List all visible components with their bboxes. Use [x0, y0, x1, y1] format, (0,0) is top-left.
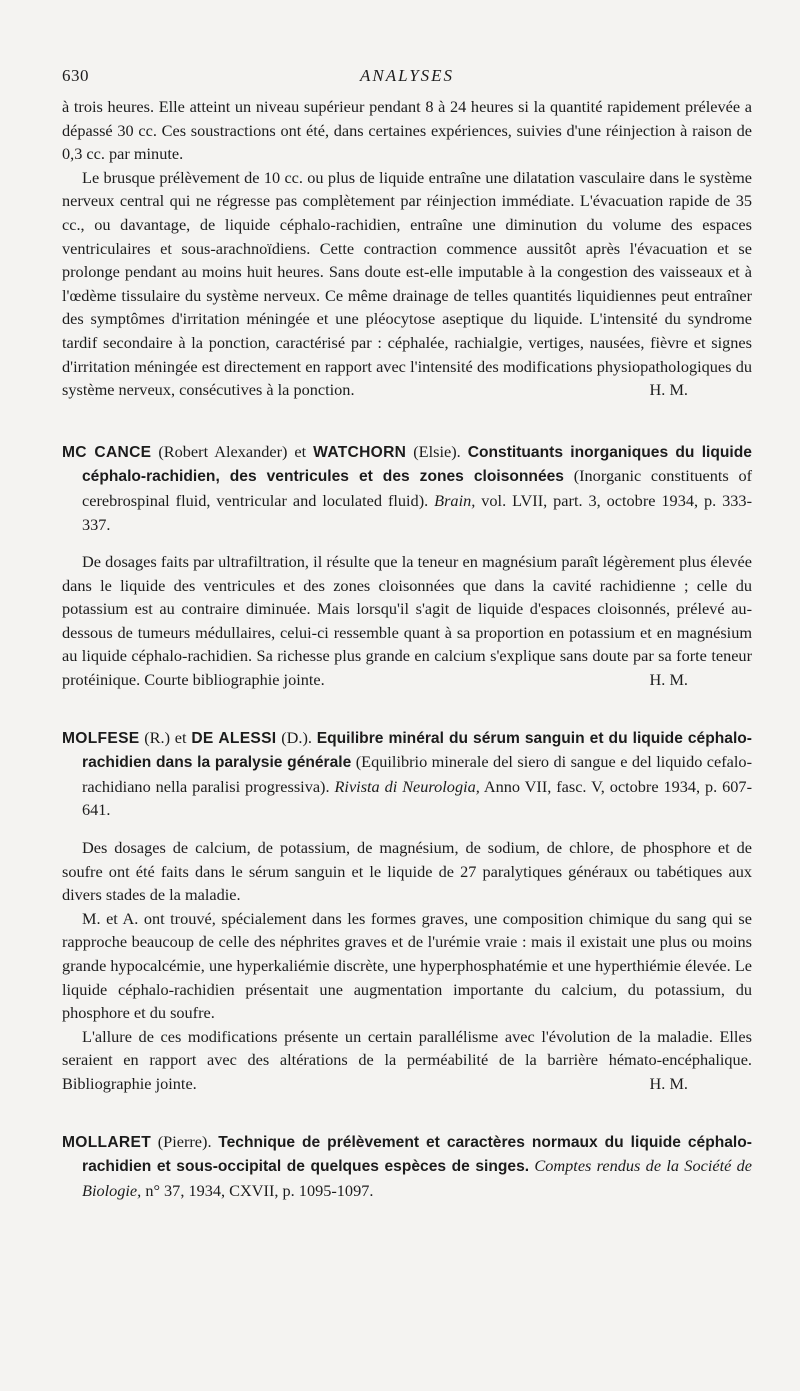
- author-name: WATCHORN: [313, 443, 407, 461]
- journal-name: Comptes rendus de la Société de Biologie,: [82, 1156, 752, 1200]
- author-name: MOLLARET: [62, 1133, 152, 1151]
- abstract-entry: [62, 726, 752, 1096]
- abstract-entry: [62, 1130, 752, 1203]
- author-first-name: (R.): [144, 727, 171, 747]
- author-first-name: (D.).: [281, 727, 312, 747]
- abstract-paragraph: M. et A. ont trouvé, spécialement dans les formes graves, une composition chimique du sang qui se rapproche beaucoup de celle des néphrites graves et de l'urémie vraie : mais il existait une plus ou moins grande hypocalcémie, une hyperkaliémie discrète, une hyperphosphatémie et une hyperthiémie élevée. Le liquide céphalo-rachidien présentait une augmentation importante du calcium, du potassium, du phosphore et du soufre.: [62, 908, 752, 1023]
- citation-details: vol. LVII, part. 3, octobre 1934, p. 333-337.: [82, 490, 752, 534]
- author-conjunction: et: [174, 727, 187, 747]
- citation-details: n° 37, 1934, CXVII, p. 1095-1097.: [145, 1180, 374, 1200]
- author-name: MC CANCE: [62, 443, 152, 461]
- abstract-paragraph-text: L'allure de ces modifications présente un certain parallélisme avec l'évolution de la maladie. Elles seraient en rapport avec des altérations de la perméabilité de la barrière hémato-encéphalique. Bibliographie jointe.: [62, 1026, 752, 1093]
- reference-heading: [62, 726, 752, 822]
- abstract-paragraph: [62, 550, 752, 692]
- original-title: (Inorganic constituents of cerebrospinal fluid, ventricular and loculated fluid).: [82, 466, 753, 510]
- reference-heading: [62, 440, 752, 536]
- page-number: 630: [62, 66, 89, 85]
- author-first-name: (Pierre).: [157, 1131, 212, 1151]
- article-title: Technique de prélèvement et caractères normaux du liquide céphalo-rachidien et sous-occipital de quelques espèces de singes.: [82, 1133, 752, 1176]
- intro-paragraph-1: à trois heures. Elle atteint un niveau supérieur pendant 8 à 24 heures si la quantité rapidement prélevée a dépassé 30 cc. Ces soustractions ont été, dans certaines expériences, suivies d'une réinjection à raison de 0,3 cc. par minute.: [62, 97, 752, 164]
- author-conjunction: et: [294, 441, 307, 461]
- abstract-paragraph-text: De dosages faits par ultrafiltration, il résulte que la teneur en magnésium paraît légèrement plus élevée dans le liquide des ventricules et des zones cloisonnées que dans la cavité rachidienne ; celle du potassium est au contraire diminuée. Mais lorsqu'il s'agit de liquide d'espaces cloisonnés, prélevé au-dessous de tumeurs médullaires, celui-ci ressemble quant à sa proportion en potassium et en magnésium au liquide céphalo-rachidien. Sa richesse plus grande en calcium s'explique sans doute par sa forte teneur protéinique. Courte bibliographie jointe.: [62, 552, 752, 690]
- original-title: (Equilibrio minerale del siero di sangue e del liquido cefalo-rachidiano nella paralisi progressiva).: [82, 752, 752, 796]
- page-header: [62, 66, 752, 86]
- article-title: Constituants inorganiques du liquide céphalo-rachidien, des ventricules et des zones cloisonnées: [82, 443, 752, 486]
- journal-name: Brain,: [434, 490, 476, 510]
- signature: H. M.: [649, 380, 688, 400]
- author-name: MOLFESE: [62, 729, 140, 747]
- citation-details: Anno VII, fasc. V, octobre 1934, p. 607-641.: [82, 776, 752, 820]
- author-first-name: (Robert Alexander): [158, 441, 288, 461]
- abstract-paragraph: Des dosages de calcium, de potassium, de magnésium, de sodium, de chlore, de phosphore et de soufre ont été faits dans le sérum sanguin et le liquide de 27 paralytiques généraux ou tabétiques aux divers stades de la maladie.: [62, 838, 752, 905]
- running-title: ANALYSES: [359, 66, 455, 85]
- abstract-paragraph: [62, 1025, 752, 1096]
- signature: H. M.: [649, 1073, 688, 1093]
- journal-name: Rivista di Neurologia,: [334, 776, 480, 796]
- intro-section: [62, 95, 752, 402]
- author-name: DE ALESSI: [191, 729, 277, 747]
- intro-paragraph-2-text: Le brusque prélèvement de 10 cc. ou plus de liquide entraîne une dilatation vasculaire dans le système nerveux central qui ne régresse pas complètement par réinjection immédiate. L'évacuation rapide de 35 cc., ou davantage, de liquide céphalo-rachidien, entraîne une diminution du volume des espaces ventriculaires et sous-arachnoïdiens. Cette contraction commence aussitôt après l'évacuation et se prolonge pendant au moins huit heures. Sans doute est-elle imputable à la congestion des vaisseaux et à l'œdème tissulaire du système nerveux. Ce même drainage de telles quantités liquidiennes peut entraîner des symptômes d'irritation méningée et une pléocytose aseptique du liquide. L'intensité du syndrome tardif secondaire à la ponction, caractérisé par : céphalée, rachialgie, vertiges, nausées, fièvre et signes d'irritation méningée est directement en rapport avec l'intensité des modifications physiopathologiques du système nerveux, consécutives à la ponction.: [62, 167, 752, 400]
- intro-paragraph-2: [62, 166, 752, 402]
- page: [62, 66, 752, 1216]
- reference-heading: [62, 1130, 752, 1203]
- author-first-name: (Elsie).: [413, 441, 461, 461]
- abstract-entry: [62, 440, 752, 692]
- article-title: Equilibre minéral du sérum sanguin et du liquide céphalo-rachidien dans la paralysie générale: [82, 729, 753, 772]
- signature: H. M.: [649, 670, 688, 690]
